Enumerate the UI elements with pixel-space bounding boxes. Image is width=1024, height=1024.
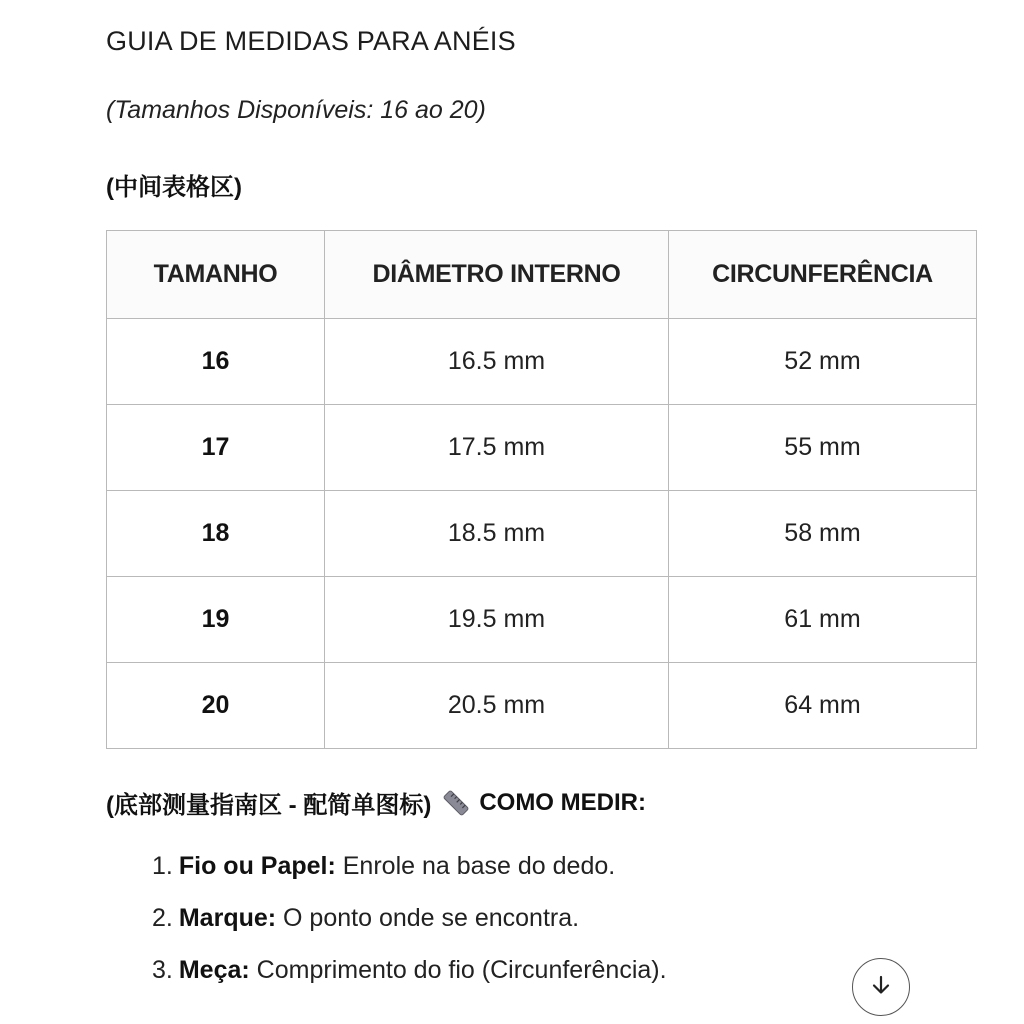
list-item [152, 956, 667, 1008]
howto-heading [106, 785, 646, 820]
circumference-cell: 61 mm [669, 577, 977, 663]
table-row [107, 319, 977, 405]
header-circumference: CIRCUNFERÊNCIA [669, 231, 977, 319]
step-label: Marque: [178, 904, 277, 932]
circumference-cell: 55 mm [669, 405, 977, 491]
list-item [152, 852, 667, 904]
table-row [107, 491, 977, 577]
size-cell: 20 [107, 663, 325, 749]
step-text: Enrole na base do dedo. [335, 852, 616, 880]
step-number: 2. [152, 904, 173, 932]
header-inner-diameter: DIÂMETRO INTERNO [325, 231, 669, 319]
table-section-label: (中间表格区) [106, 174, 242, 201]
scroll-down-button[interactable] [852, 958, 910, 1016]
step-number: 3. [152, 956, 173, 984]
table-header-row [107, 231, 977, 319]
diameter-cell: 19.5 mm [325, 577, 669, 663]
size-cell: 17 [107, 405, 325, 491]
table-row [107, 577, 977, 663]
table-row [107, 405, 977, 491]
step-number: 1. [152, 852, 173, 880]
circumference-cell: 52 mm [669, 319, 977, 405]
header-size: TAMANHO [107, 231, 325, 319]
ruler-icon [441, 788, 471, 818]
circumference-cell: 58 mm [669, 491, 977, 577]
howto-title: COMO MEDIR: [479, 788, 646, 816]
step-label: Meça: [178, 956, 250, 984]
diameter-cell: 17.5 mm [325, 405, 669, 491]
diameter-cell: 18.5 mm [325, 491, 669, 577]
size-cell: 19 [107, 577, 325, 663]
diameter-cell: 16.5 mm [325, 319, 669, 405]
page-title: GUIA DE MEDIDAS PARA ANÉIS [106, 26, 516, 56]
circumference-cell: 64 mm [669, 663, 977, 749]
list-item [152, 904, 667, 956]
step-text: Comprimento do fio (Circunferência). [249, 956, 667, 984]
size-cell: 16 [107, 319, 325, 405]
diameter-cell: 20.5 mm [325, 663, 669, 749]
size-cell: 18 [107, 491, 325, 577]
step-label: Fio ou Papel: [178, 852, 336, 880]
arrow-down-icon [869, 973, 893, 1002]
size-table [106, 230, 977, 749]
table-row [107, 663, 977, 749]
step-text: O ponto onde se encontra. [276, 904, 580, 932]
page-subtitle: (Tamanhos Disponíveis: 16 ao 20) [106, 96, 486, 124]
howto-steps [152, 852, 667, 1008]
howto-section-label: (底部测量指南区 - 配简单图标) [106, 792, 432, 819]
